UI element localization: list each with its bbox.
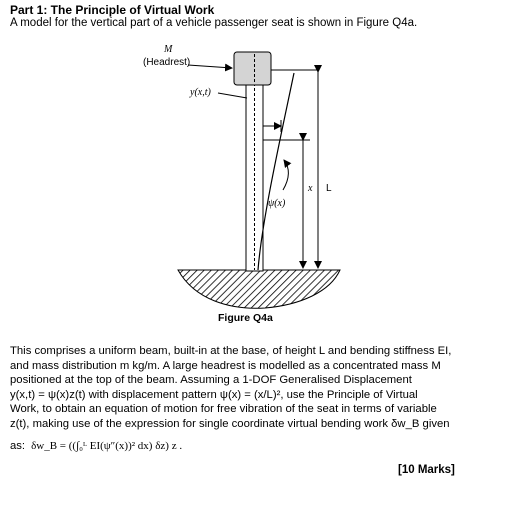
body-line-5: Work, to obtain an equation of motion for free vibration of the seat in terms of variable bbox=[10, 403, 437, 416]
figure-caption: Figure Q4a bbox=[218, 312, 273, 324]
as-label: as: bbox=[10, 440, 26, 452]
body-line-6: z(t), making use of the expression for single coordinate virtual bending work δw_B given bbox=[10, 417, 450, 430]
marks-label: [10 Marks] bbox=[398, 464, 455, 476]
beam bbox=[246, 84, 263, 271]
headrest-label: (Headrest) bbox=[143, 57, 191, 68]
virtual-work-equation: δw_B = ((∫₀ᴸ EI(ψ″(x))² dx) δz) z . bbox=[31, 440, 183, 452]
mass-label: M bbox=[164, 44, 173, 55]
length-label: L bbox=[326, 183, 332, 194]
body-line-3: positioned at the top of the beam. Assuming a 1-DOF Generalised Displacement bbox=[10, 374, 412, 387]
body-line-4: y(x,t) = ψ(x)z(t) with displacement pattern ψ(x) = (x/L)², use the Principle of Virtual bbox=[10, 388, 418, 401]
psi-label: ψ(x) bbox=[268, 198, 286, 209]
part-title: Part 1: The Principle of Virtual Work bbox=[10, 3, 215, 17]
ground-base bbox=[178, 270, 340, 308]
x-label: x bbox=[308, 183, 313, 194]
body-line-1: This comprises a uniform beam, built-in at the base, of height L and bending stiffness EI, bbox=[10, 345, 452, 357]
headrest-mass bbox=[234, 52, 271, 85]
body-line-2: and mass distribution m kg/m. A large headrest is modelled as a concentrated mass M bbox=[10, 359, 441, 372]
problem-body bbox=[10, 344, 478, 432]
displacement-label: y(x,t) bbox=[190, 87, 211, 98]
equation-row bbox=[10, 440, 182, 452]
intro-text: A model for the vertical part of a vehicle passenger seat is shown in Figure Q4a. bbox=[10, 17, 418, 29]
